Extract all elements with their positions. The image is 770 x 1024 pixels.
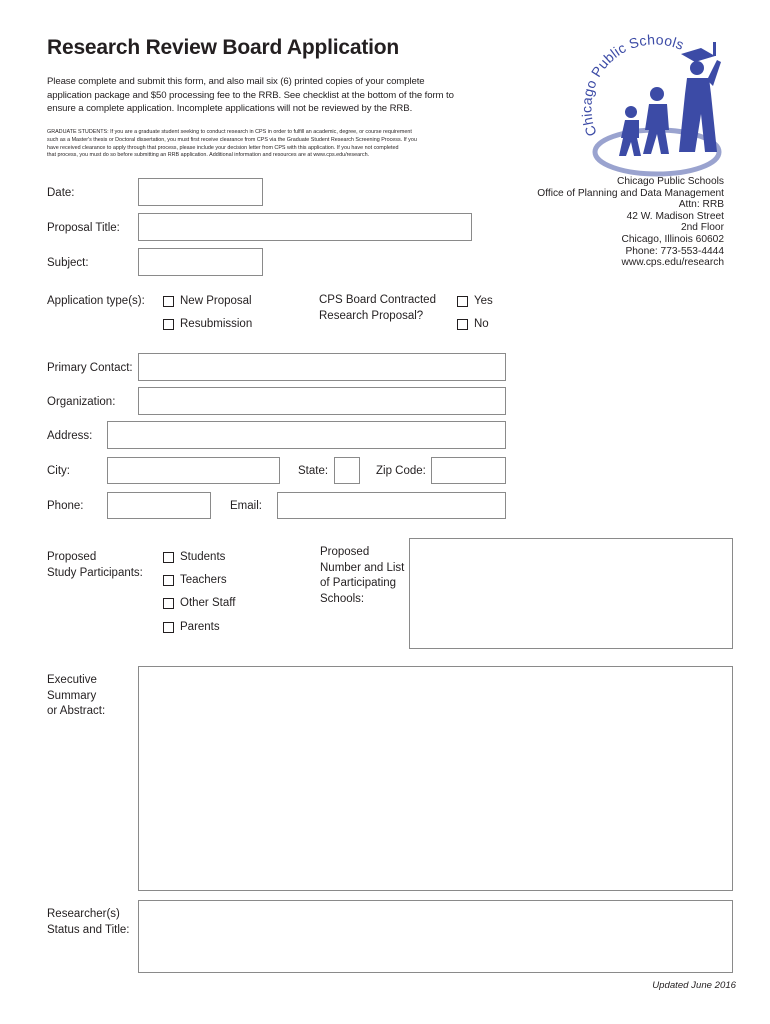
cps-contracted-yes-label: Yes	[474, 295, 493, 307]
intro-line: application package and $50 processing fee to the RRB. See checklist at the bottom of the form to	[47, 89, 454, 101]
cps-contracted-line: Research Proposal?	[319, 309, 424, 322]
city-label: City:	[47, 465, 70, 477]
resubmission-label: Resubmission	[180, 318, 253, 330]
primary-contact-label: Primary Contact:	[47, 362, 133, 374]
state-field[interactable]	[334, 457, 360, 484]
participants-label	[47, 550, 143, 581]
researcher-status-field[interactable]	[138, 900, 733, 973]
students-checkbox[interactable]	[163, 552, 174, 563]
schools-label-line: of Participating	[320, 577, 397, 589]
logo-text: Chicago Public Schools	[578, 34, 687, 139]
cps-contracted-question	[319, 293, 436, 324]
intro-line: Please complete and submit this form, and also mail six (6) printed copies of your complete	[47, 76, 425, 87]
city-field[interactable]	[107, 457, 280, 484]
executive-summary-label-line: Summary	[47, 689, 97, 702]
cps-contracted-no-checkbox[interactable]	[457, 319, 468, 330]
graduate-children-silhouette-icon	[619, 42, 721, 156]
schools-field[interactable]	[409, 538, 733, 649]
address-line: Phone: 773-553-4444	[625, 245, 724, 257]
schools-label-line: Proposed	[320, 546, 370, 558]
email-label: Email:	[230, 500, 262, 512]
email-field[interactable]	[277, 492, 506, 519]
graduate-note-line: have received clearance to apply through that process, please include your decision letter from CPS with this application. If you have not completed	[47, 144, 399, 151]
updated-date: Updated June 2016	[652, 980, 736, 991]
executive-summary-field[interactable]	[138, 666, 733, 891]
address-line: 42 W. Madison Street	[626, 210, 724, 222]
address-line: Office of Planning and Data Management	[537, 187, 724, 199]
address-line: Chicago, Illinois 60602	[621, 233, 724, 245]
page-title: Research Review Board Application	[47, 36, 400, 59]
cps-contracted-yes-checkbox[interactable]	[457, 296, 468, 307]
resubmission-checkbox[interactable]	[163, 319, 174, 330]
teachers-label: Teachers	[180, 574, 227, 586]
proposal-title-label: Proposal Title:	[47, 222, 120, 234]
graduate-note-line: that process, you must do so before submitting an RRB application. Additional information and resources are at www.cps.edu/research.	[47, 152, 370, 159]
executive-summary-label-line: or Abstract:	[47, 705, 106, 717]
teachers-checkbox[interactable]	[163, 575, 174, 586]
other-staff-checkbox[interactable]	[163, 598, 174, 609]
subject-field[interactable]	[138, 248, 263, 276]
researcher-status-label-line: Status and Title:	[47, 923, 130, 936]
address-line: www.cps.edu/research	[621, 257, 724, 269]
date-label: Date:	[47, 187, 75, 199]
intro-text	[47, 75, 527, 116]
parents-checkbox[interactable]	[163, 622, 174, 633]
other-staff-label: Other Staff	[180, 597, 236, 609]
address-line: Chicago Public Schools	[616, 176, 724, 187]
participants-label-line: Study Participants:	[47, 566, 143, 579]
participants-label-line: Proposed	[47, 551, 97, 563]
zip-code-field[interactable]	[431, 457, 506, 484]
researcher-status-label	[47, 907, 129, 938]
executive-summary-label-line: Executive	[47, 674, 97, 686]
date-field[interactable]	[138, 178, 263, 206]
address-field[interactable]	[107, 421, 506, 449]
cps-contracted-no-label: No	[474, 318, 489, 330]
application-type-label: Application type(s):	[47, 295, 145, 307]
phone-field[interactable]	[107, 492, 211, 519]
schools-label-line: Schools:	[320, 592, 365, 605]
cps-contracted-line: CPS Board Contracted	[319, 294, 436, 306]
subject-label: Subject:	[47, 257, 89, 269]
researcher-status-label-line: Researcher(s)	[47, 908, 120, 920]
zip-code-label: Zip Code:	[376, 465, 426, 477]
organization-field[interactable]	[138, 387, 506, 415]
cps-logo	[577, 34, 727, 184]
proposal-title-field[interactable]	[138, 213, 472, 241]
students-label: Students	[180, 551, 226, 563]
graduate-note-line: such as a Master's thesis or Doctoral dissertation, you must first receive clearance from CPS via the Graduate Student Research Screening Process. If you	[47, 136, 417, 143]
phone-label: Phone:	[47, 500, 84, 512]
intro-line: ensure a complete application. Incomplete applications will not be reviewed by the RRB.	[47, 103, 413, 115]
graduate-note-line: GRADUATE STUDENTS: If you are a graduate student seeking to conduct research in CPS in order to fulfill an academic, degree, or course requirement	[47, 129, 412, 135]
new-proposal-checkbox[interactable]	[163, 296, 174, 307]
address-line: Attn: RRB	[678, 199, 724, 211]
parents-label: Parents	[180, 621, 220, 633]
new-proposal-label: New Proposal	[180, 295, 252, 307]
state-label: State:	[298, 465, 329, 477]
cps-address	[537, 176, 724, 269]
organization-label: Organization:	[47, 396, 116, 408]
address-line: 2nd Floor	[680, 222, 724, 234]
primary-contact-field[interactable]	[138, 353, 506, 381]
executive-summary-label	[47, 673, 105, 720]
schools-label-line: Number and List	[320, 561, 405, 574]
schools-label	[320, 545, 404, 607]
graduate-students-note	[47, 129, 527, 160]
address-label: Address:	[47, 430, 93, 442]
